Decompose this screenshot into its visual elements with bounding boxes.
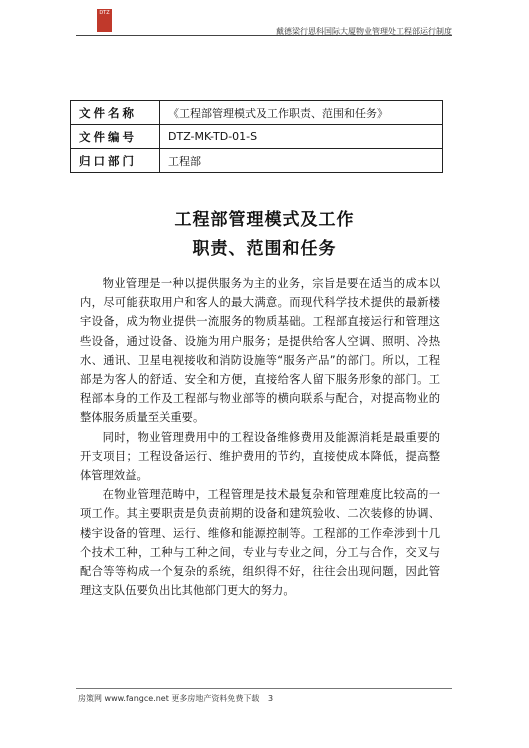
header-divider xyxy=(76,35,452,36)
file-number-value: DTZ-MK-TD-01-S xyxy=(160,125,443,149)
document-title-line2: 职责、范围和任务 xyxy=(192,239,337,259)
document-title-line1: 工程部管理模式及工作 xyxy=(174,210,355,230)
body-paragraph: 同时，物业管理费用中的工程设备维修费用及能源消耗是最重要的开支项目；工程设备运行、维护费用的节约，直接使成本降低，提高整体管理效益。 xyxy=(80,430,440,483)
page-number: 3 xyxy=(267,694,274,703)
footer-divider xyxy=(76,688,452,689)
header-title: 戴德梁行恩科国际大厦物业管理处工程部运行制度 xyxy=(276,27,452,36)
page-footer xyxy=(78,693,273,704)
file-number-label: 文件编号 xyxy=(71,125,160,149)
table-row xyxy=(71,149,443,173)
body-paragraph: 物业管理是一种以提供服务为主的业务，宗旨是要在适当的成本以内，尽可能获取用户和客人的最大满意。而现代科学技术提供的最新楼宇设备，成为物业提供一流服务的物质基础。工程部直接运行和管理这些设备，通过设备、设施为用户服务；是提供给客人空调、照明、冷热水、通讯、卫星电视接收和消防设施等“服务产品”的部门。所以，工程部是为客人的舒适、安全和方便，直接给客人留下服务形象的部门。工程部本身的工作及工程部与物业部等的横向联系与配合，对提高物业的整体服务质量至关重要。 xyxy=(80,277,440,425)
table-row xyxy=(71,125,443,149)
file-name-value: 《工程部管理模式及工作职责、范围和任务》 xyxy=(160,101,443,125)
file-name-label: 文件名称 xyxy=(71,101,160,125)
document-info-table xyxy=(70,100,443,173)
company-logo-icon: DTZ xyxy=(97,9,112,32)
document-body xyxy=(80,274,440,600)
logo-subtext xyxy=(113,11,125,31)
department-label: 归口部门 xyxy=(71,149,160,173)
department-value: 工程部 xyxy=(160,149,443,173)
footer-text: 房策网 www.fangce.net 更多房地产资料免费下载 xyxy=(78,694,260,703)
table-row xyxy=(71,101,443,125)
body-paragraph: 在物业管理范畴中，工程管理是技术最复杂和管理难度比较高的一项工作。其主要职责是负责前期的设备和建筑验收、二次装修的协调、楼宇设备的管理、运行、维修和能源控制等。工程部的工作牵涉到十几个技术工种，工种与工种之间，专业与专业之间，分工与合作，交叉与配合等等构成一个复杂的系统，组织得不好，往往会出现问题，因此管理这支队伍要负出比其他部门更大的努力。 xyxy=(80,488,440,598)
